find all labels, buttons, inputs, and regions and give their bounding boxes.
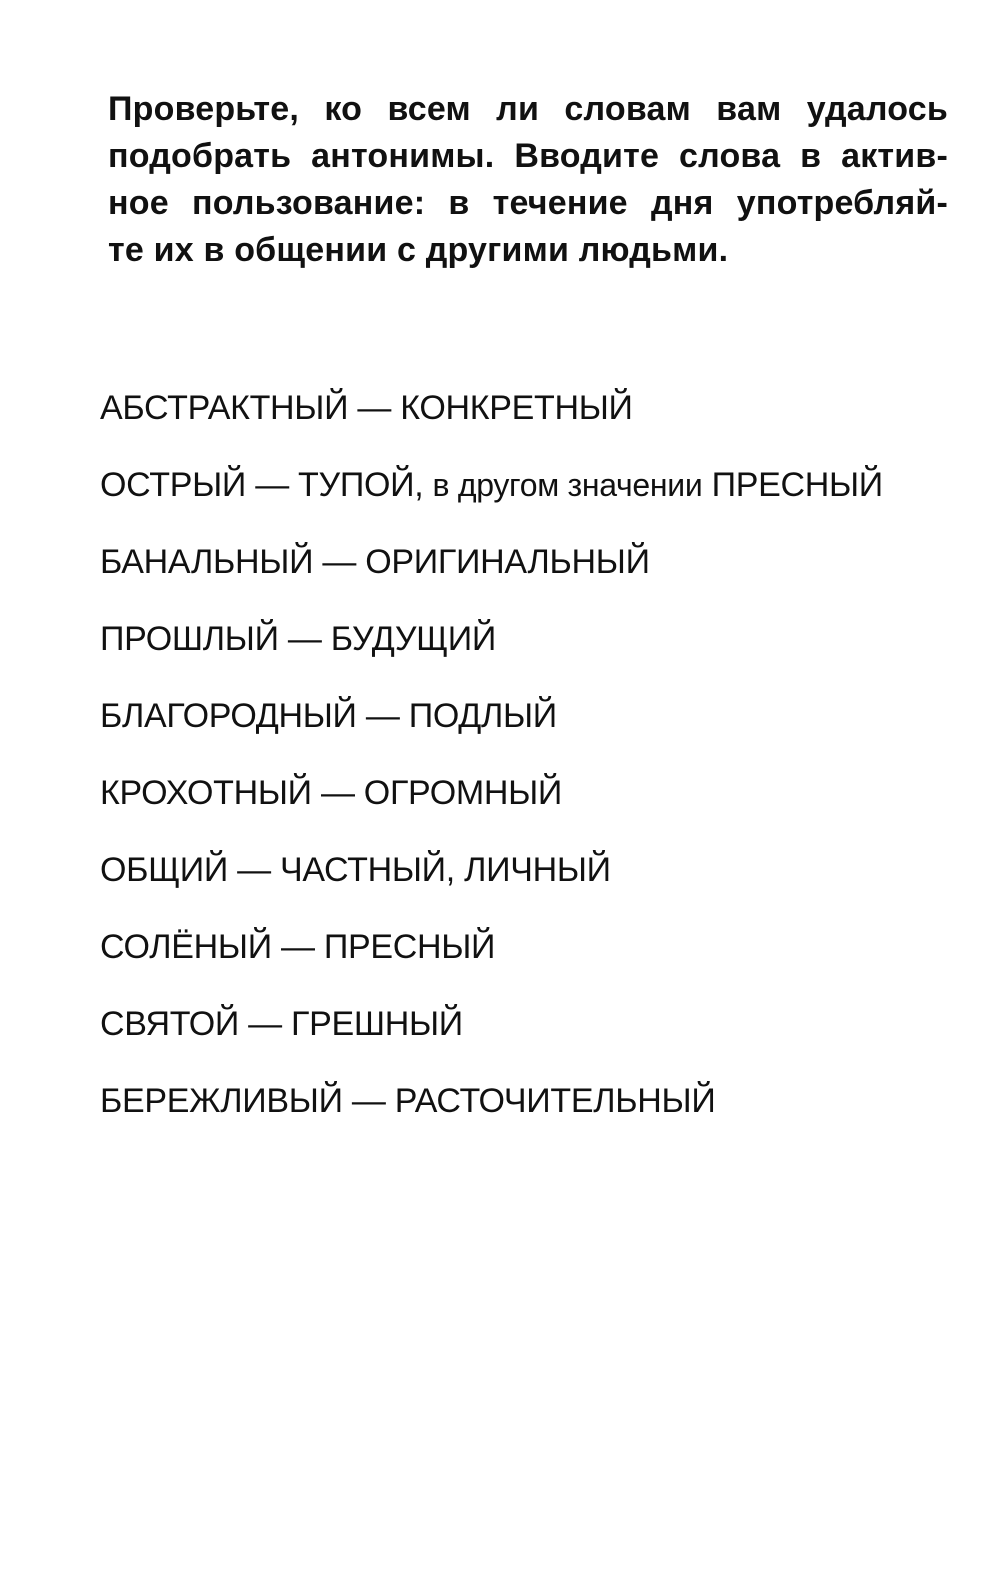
intro-line: Проверьте, ко всем ли словам вам удалось	[108, 90, 948, 128]
antonym-pair	[100, 755, 980, 832]
antonym-pair-text: БЕРЕЖЛИВЫЙ — РАСТОЧИТЕЛЬНЫЙ	[100, 1082, 716, 1120]
antonym-pair	[100, 986, 980, 1063]
antonym-pair-text: БЛАГОРОДНЫЙ — ПОДЛЫЙ	[100, 697, 557, 735]
antonym-pair-text: БАНАЛЬНЫЙ — ОРИГИНАЛЬНЫЙ	[100, 543, 650, 581]
antonym-pair	[100, 601, 980, 678]
intro-line: ное пользование: в течение дня употребляй-	[108, 184, 948, 222]
antonym-pair	[100, 447, 980, 524]
antonym-pair	[100, 524, 980, 601]
intro-line: те их в общении с другими людьми.	[108, 231, 729, 269]
antonym-pair-text: ОБЩИЙ — ЧАСТНЫЙ, ЛИЧНЫЙ	[100, 851, 611, 889]
antonym-list	[100, 370, 980, 1140]
antonym-pair-text: КРОХОТНЫЙ — ОГРОМНЫЙ	[100, 774, 563, 812]
antonym-pair-text: ПРОШЛЫЙ — БУДУЩИЙ	[100, 620, 496, 658]
antonym-pair-extra: ПРЕСНЫЙ	[711, 466, 883, 504]
antonym-pair-text: АБСТРАКТНЫЙ — КОНКРЕТНЫЙ	[100, 389, 633, 427]
antonym-pair-text: ОСТРЫЙ — ТУПОЙ,	[100, 466, 424, 504]
antonym-pair	[100, 678, 980, 755]
antonym-pair-text: СВЯТОЙ — ГРЕШНЫЙ	[100, 1005, 463, 1043]
antonym-pair	[100, 370, 980, 447]
antonym-pair-text: СОЛЁНЫЙ — ПРЕСНЫЙ	[100, 928, 496, 966]
antonym-pair	[100, 1063, 980, 1140]
antonym-pair-note: в другом значении	[432, 467, 703, 503]
intro-paragraph	[108, 86, 948, 274]
intro-line: подобрать антонимы. Вводите слова в актив-	[108, 137, 948, 175]
antonym-pair	[100, 909, 980, 986]
antonym-pair	[100, 832, 980, 909]
